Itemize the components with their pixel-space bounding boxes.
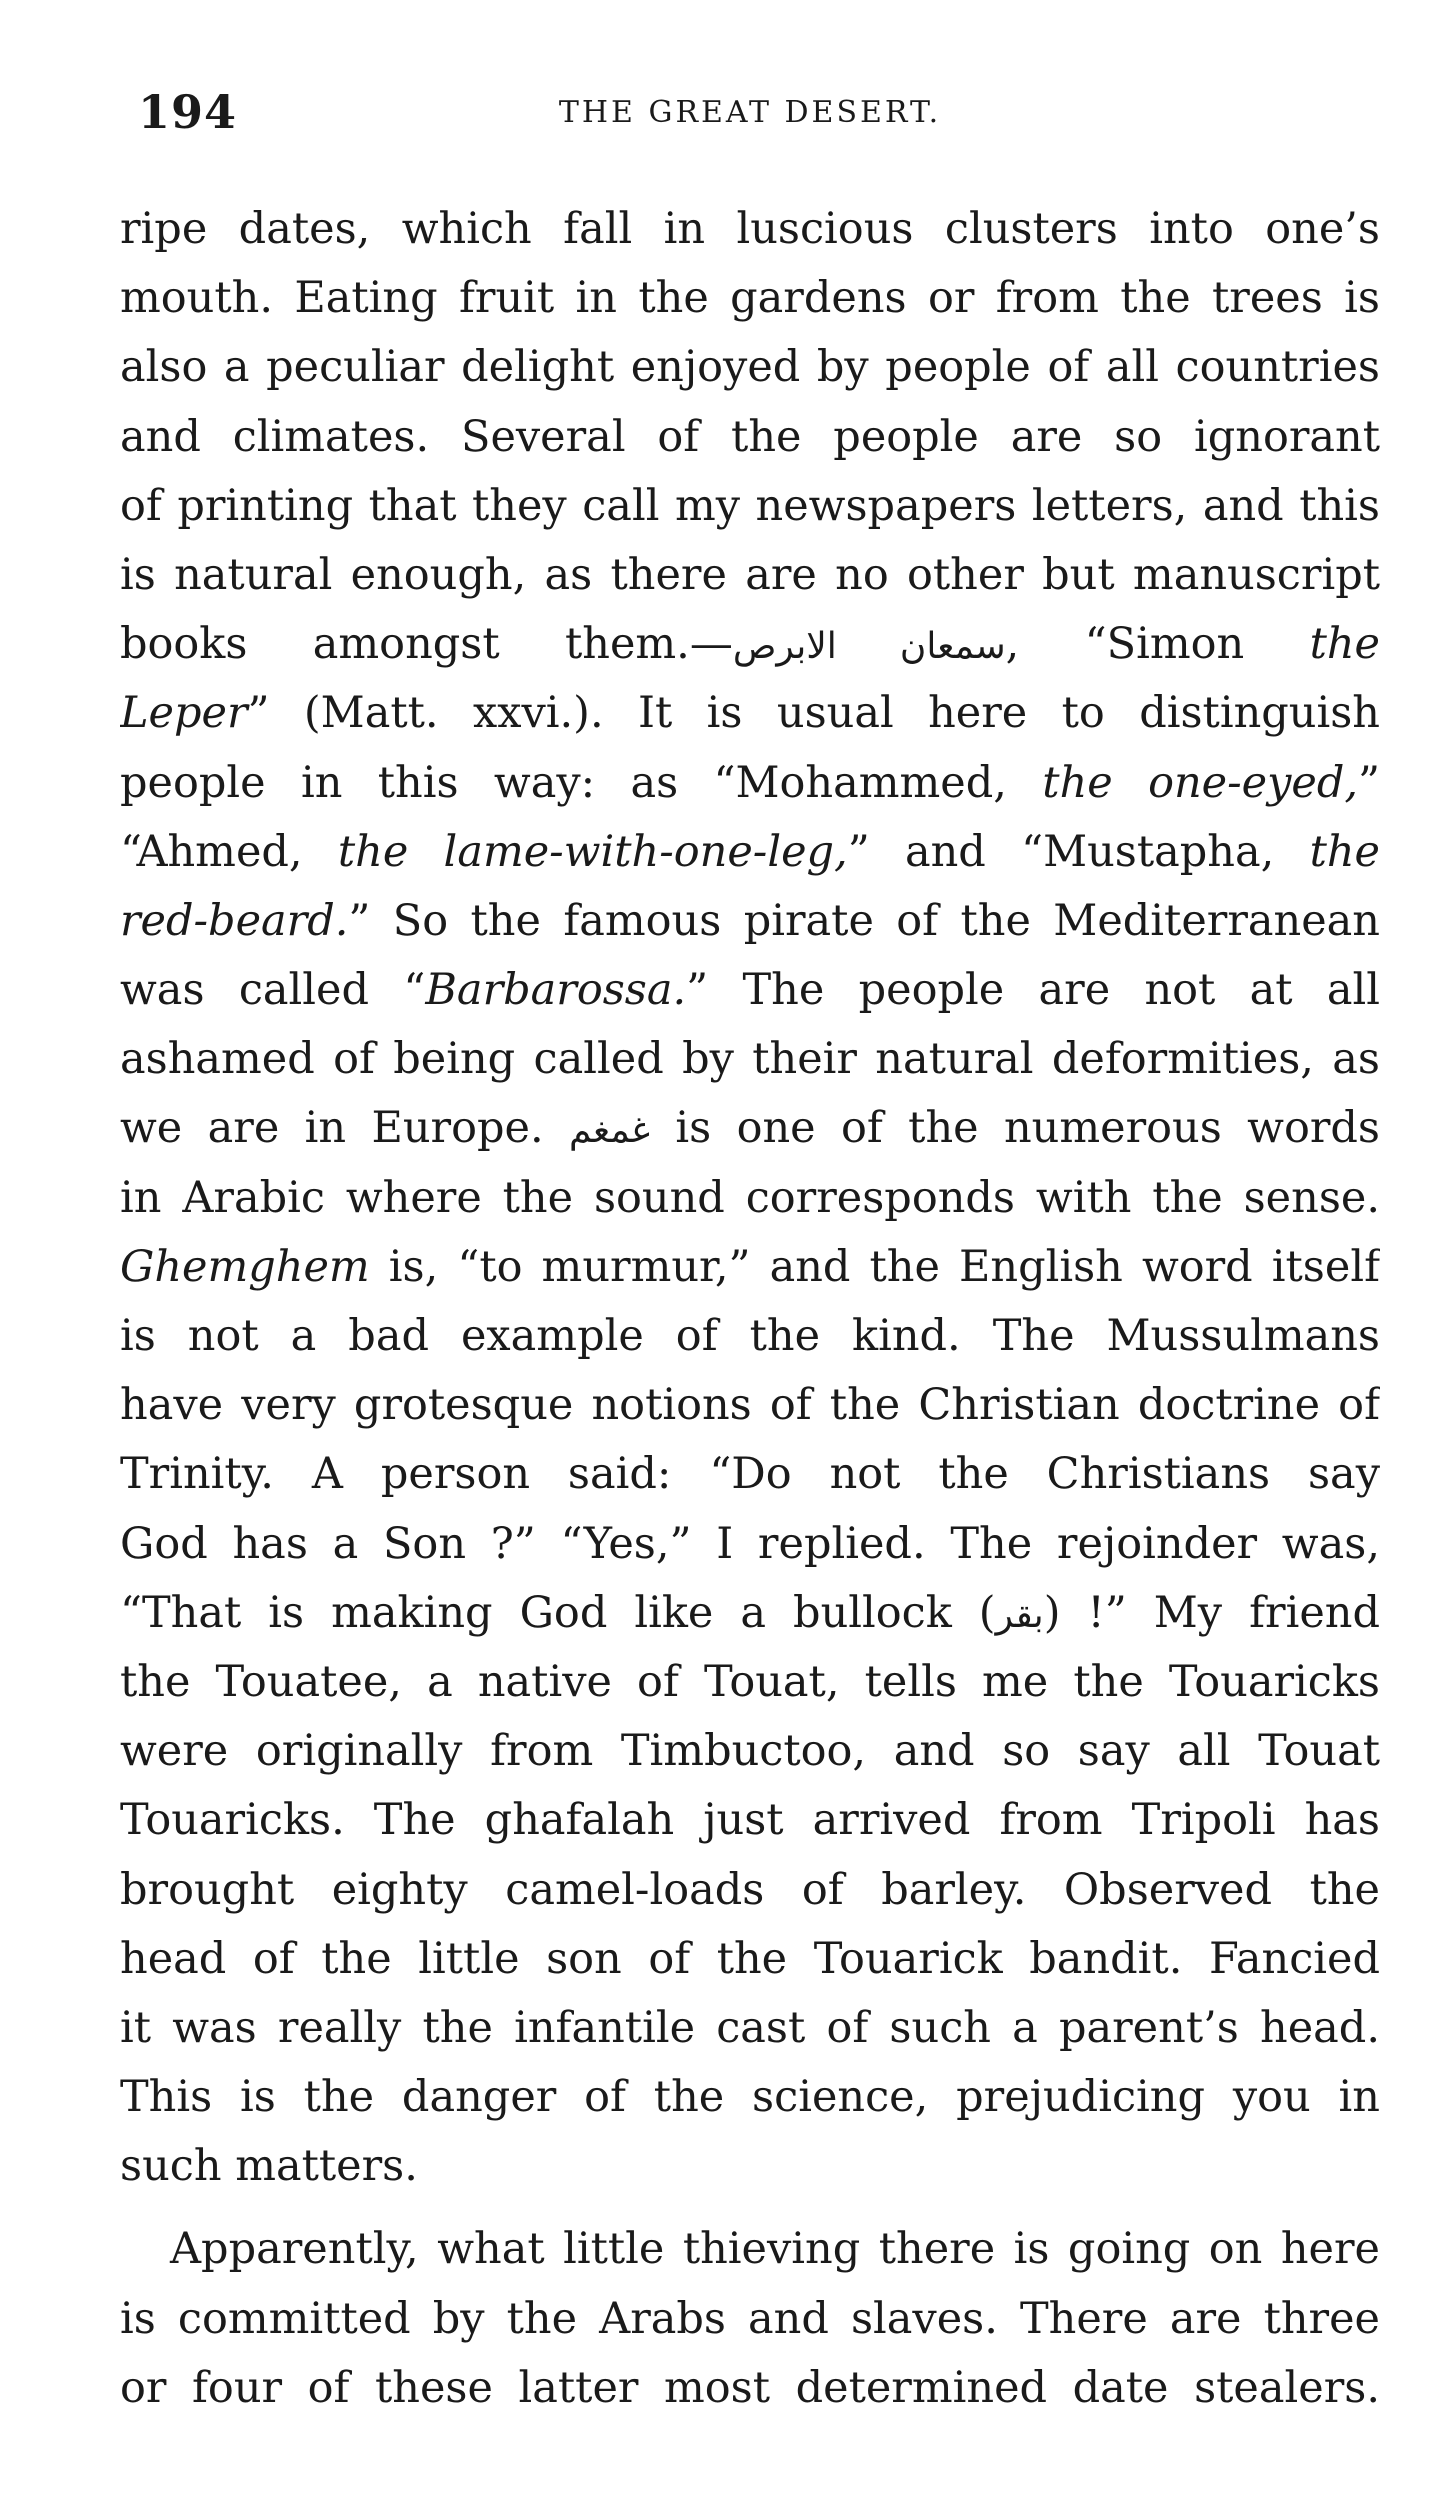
text-line: also a peculiar delight enjoyed by people of all countries bbox=[120, 342, 1380, 393]
text-line: it was really the infantile cast of such a parent’s head. bbox=[120, 2002, 1380, 2053]
paragraph-2 bbox=[120, 2215, 1380, 2423]
text-line: we are in Europe. غمغم is one of the numerous words bbox=[120, 1103, 1380, 1154]
text-line: ripe dates, which fall in luscious clusters into one’s bbox=[120, 204, 1380, 254]
page-number: 194 bbox=[138, 85, 238, 139]
paragraph-1 bbox=[120, 195, 1380, 2201]
text-line: such matters. bbox=[120, 2141, 418, 2192]
text-line: “Ahmed, the lame-with-one-leg,” and “Mustapha, the bbox=[120, 826, 1380, 877]
running-title: THE GREAT DESERT. bbox=[558, 95, 942, 130]
text-line: Apparently, what little thieving there is going on here bbox=[170, 2224, 1380, 2275]
text-line: books amongst them.—سمعان الابرص, “Simon the bbox=[120, 619, 1380, 670]
text-line: were originally from Timbuctoo, and so say all Touat bbox=[120, 1726, 1380, 1777]
text-line: Ghemghem is, “to murmur,” and the English word itself bbox=[120, 1241, 1380, 1292]
text-line: have very grotesque notions of the Christian doctrine of bbox=[120, 1380, 1380, 1431]
text-line: mouth. Eating fruit in the gardens or from the trees is bbox=[120, 273, 1380, 324]
text-line: head of the little son of the Touarick bandit. Fancied bbox=[120, 1933, 1380, 1984]
text-line: is natural enough, as there are no other but manuscript bbox=[120, 549, 1380, 600]
paragraph-gap bbox=[120, 2201, 1380, 2215]
text-line: in Arabic where the sound corresponds with the sense. bbox=[120, 1172, 1380, 1223]
text-line: is not a bad example of the kind. The Mussulmans bbox=[120, 1311, 1380, 1361]
text-line: was called “Barbarossa.” The people are not at all bbox=[120, 965, 1380, 1016]
text-line: of printing that they call my newspapers letters, and this bbox=[120, 480, 1380, 531]
arabic-word: بقر bbox=[995, 1594, 1044, 1636]
text-line: Trinity. A person said: “Do not the Christians say bbox=[120, 1449, 1380, 1500]
text-line: God has a Son ?” “Yes,” I replied. The rejoinder was, bbox=[120, 1518, 1380, 1569]
text-line: people in this way: as “Mohammed, the one-eyed,” bbox=[120, 757, 1380, 808]
text-line: Leper” (Matt. xxvi.). It is usual here to distinguish bbox=[120, 688, 1380, 739]
text-line: red-beard.” So the famous pirate of the Mediterranean bbox=[120, 895, 1380, 946]
running-head bbox=[120, 82, 1380, 142]
arabic-word: غمغم bbox=[569, 1110, 650, 1152]
text-line: or four of these latter most determined date stealers. bbox=[120, 2362, 1380, 2413]
text-line: brought eighty camel-loads of barley. Observed the bbox=[120, 1864, 1380, 1915]
text-line: is committed by the Arabs and slaves. There are three bbox=[120, 2293, 1380, 2344]
text-line: and climates. Several of the people are so ignorant bbox=[120, 411, 1380, 462]
text-line: the Touatee, a native of Touat, tells me the Touaricks bbox=[120, 1656, 1380, 1707]
text-line: ashamed of being called by their natural deformities, as bbox=[120, 1034, 1380, 1085]
text-line: This is the danger of the science, prejudicing you in bbox=[120, 2072, 1380, 2123]
text-line: “That is making God like a bullock (بقر) !” My friend bbox=[120, 1587, 1380, 1638]
text-line: Touaricks. The ghafalah just arrived from Tripoli has bbox=[120, 1795, 1380, 1846]
body-text bbox=[120, 195, 1380, 2423]
arabic-phrase: سمعان الابرص bbox=[732, 626, 1006, 668]
